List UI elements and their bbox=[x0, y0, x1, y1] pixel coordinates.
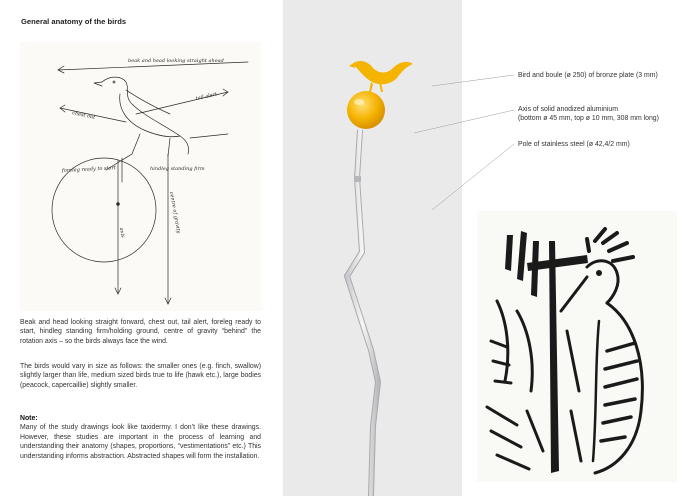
callout-pole: Pole of stainless steel (ø 42,4/2 mm) bbox=[518, 141, 630, 148]
callout-bird: Bird and boule (ø 250) of bronze plate (3 mm) bbox=[518, 72, 658, 79]
note-section bbox=[20, 414, 261, 461]
sculpture-photo bbox=[283, 0, 462, 496]
paragraph-1-text: Beak and head looking straight forward, chest out, tail alert, foreleg ready to start, hindleg standing firm/holding ground, centre of gravity “behind” the rotation axis – so the birds always face the wind. bbox=[20, 319, 261, 345]
anatomy-sketch bbox=[20, 42, 261, 311]
note-body: Many of the study drawings look like taxidermy. I don’t like these drawings. However, these studies are important in the process of learning and understanding their anatomy (shapes, proportions, “vestimentations” etc.) This understanding informs abstraction. Abstracted shapes will form the installation. bbox=[20, 424, 261, 460]
sculpture-illustration bbox=[283, 0, 462, 496]
description-paragraph-2 bbox=[20, 362, 261, 390]
steel-pole bbox=[347, 130, 378, 496]
sketch-label-centre: centre of gravity bbox=[168, 191, 182, 234]
callout-axis-line-2: (bottom ø 45 mm, top ø 10 mm, 308 mm long) bbox=[518, 115, 659, 123]
sketch-label-hindleg: hindleg standing firm bbox=[150, 166, 205, 172]
description-paragraph-1 bbox=[20, 318, 261, 346]
bronze-boule bbox=[347, 91, 385, 129]
note-title: Note: bbox=[20, 415, 38, 422]
bronze-bird bbox=[349, 61, 413, 92]
ink-bird-drawing bbox=[477, 211, 677, 482]
pole-joint bbox=[354, 176, 361, 182]
ink-brush-drawing bbox=[477, 211, 677, 482]
sketch-label-axis: axis bbox=[118, 227, 126, 239]
page-title: General anatomy of the birds bbox=[21, 17, 127, 26]
sketch-label-beak: beak and head looking straight ahead bbox=[128, 58, 224, 64]
sketch-label-tail: tail alert bbox=[195, 91, 218, 102]
callout-axis bbox=[518, 105, 659, 124]
sketch-label-chest: chest out bbox=[71, 110, 96, 121]
sketch-label-foreleg: foreleg ready to start bbox=[61, 165, 117, 174]
anatomy-sketch-drawing bbox=[20, 42, 261, 311]
callout-axis-line-1: Axis of solid anodized aluminium bbox=[518, 106, 618, 113]
paragraph-2-text: The birds would vary in size as follows: the smaller ones (e.g. finch, swallow) slightly larger than life, medium sized birds true to life (hawk etc.), large bodies (peacock, capercaillie) slightly smaller. bbox=[20, 363, 261, 389]
